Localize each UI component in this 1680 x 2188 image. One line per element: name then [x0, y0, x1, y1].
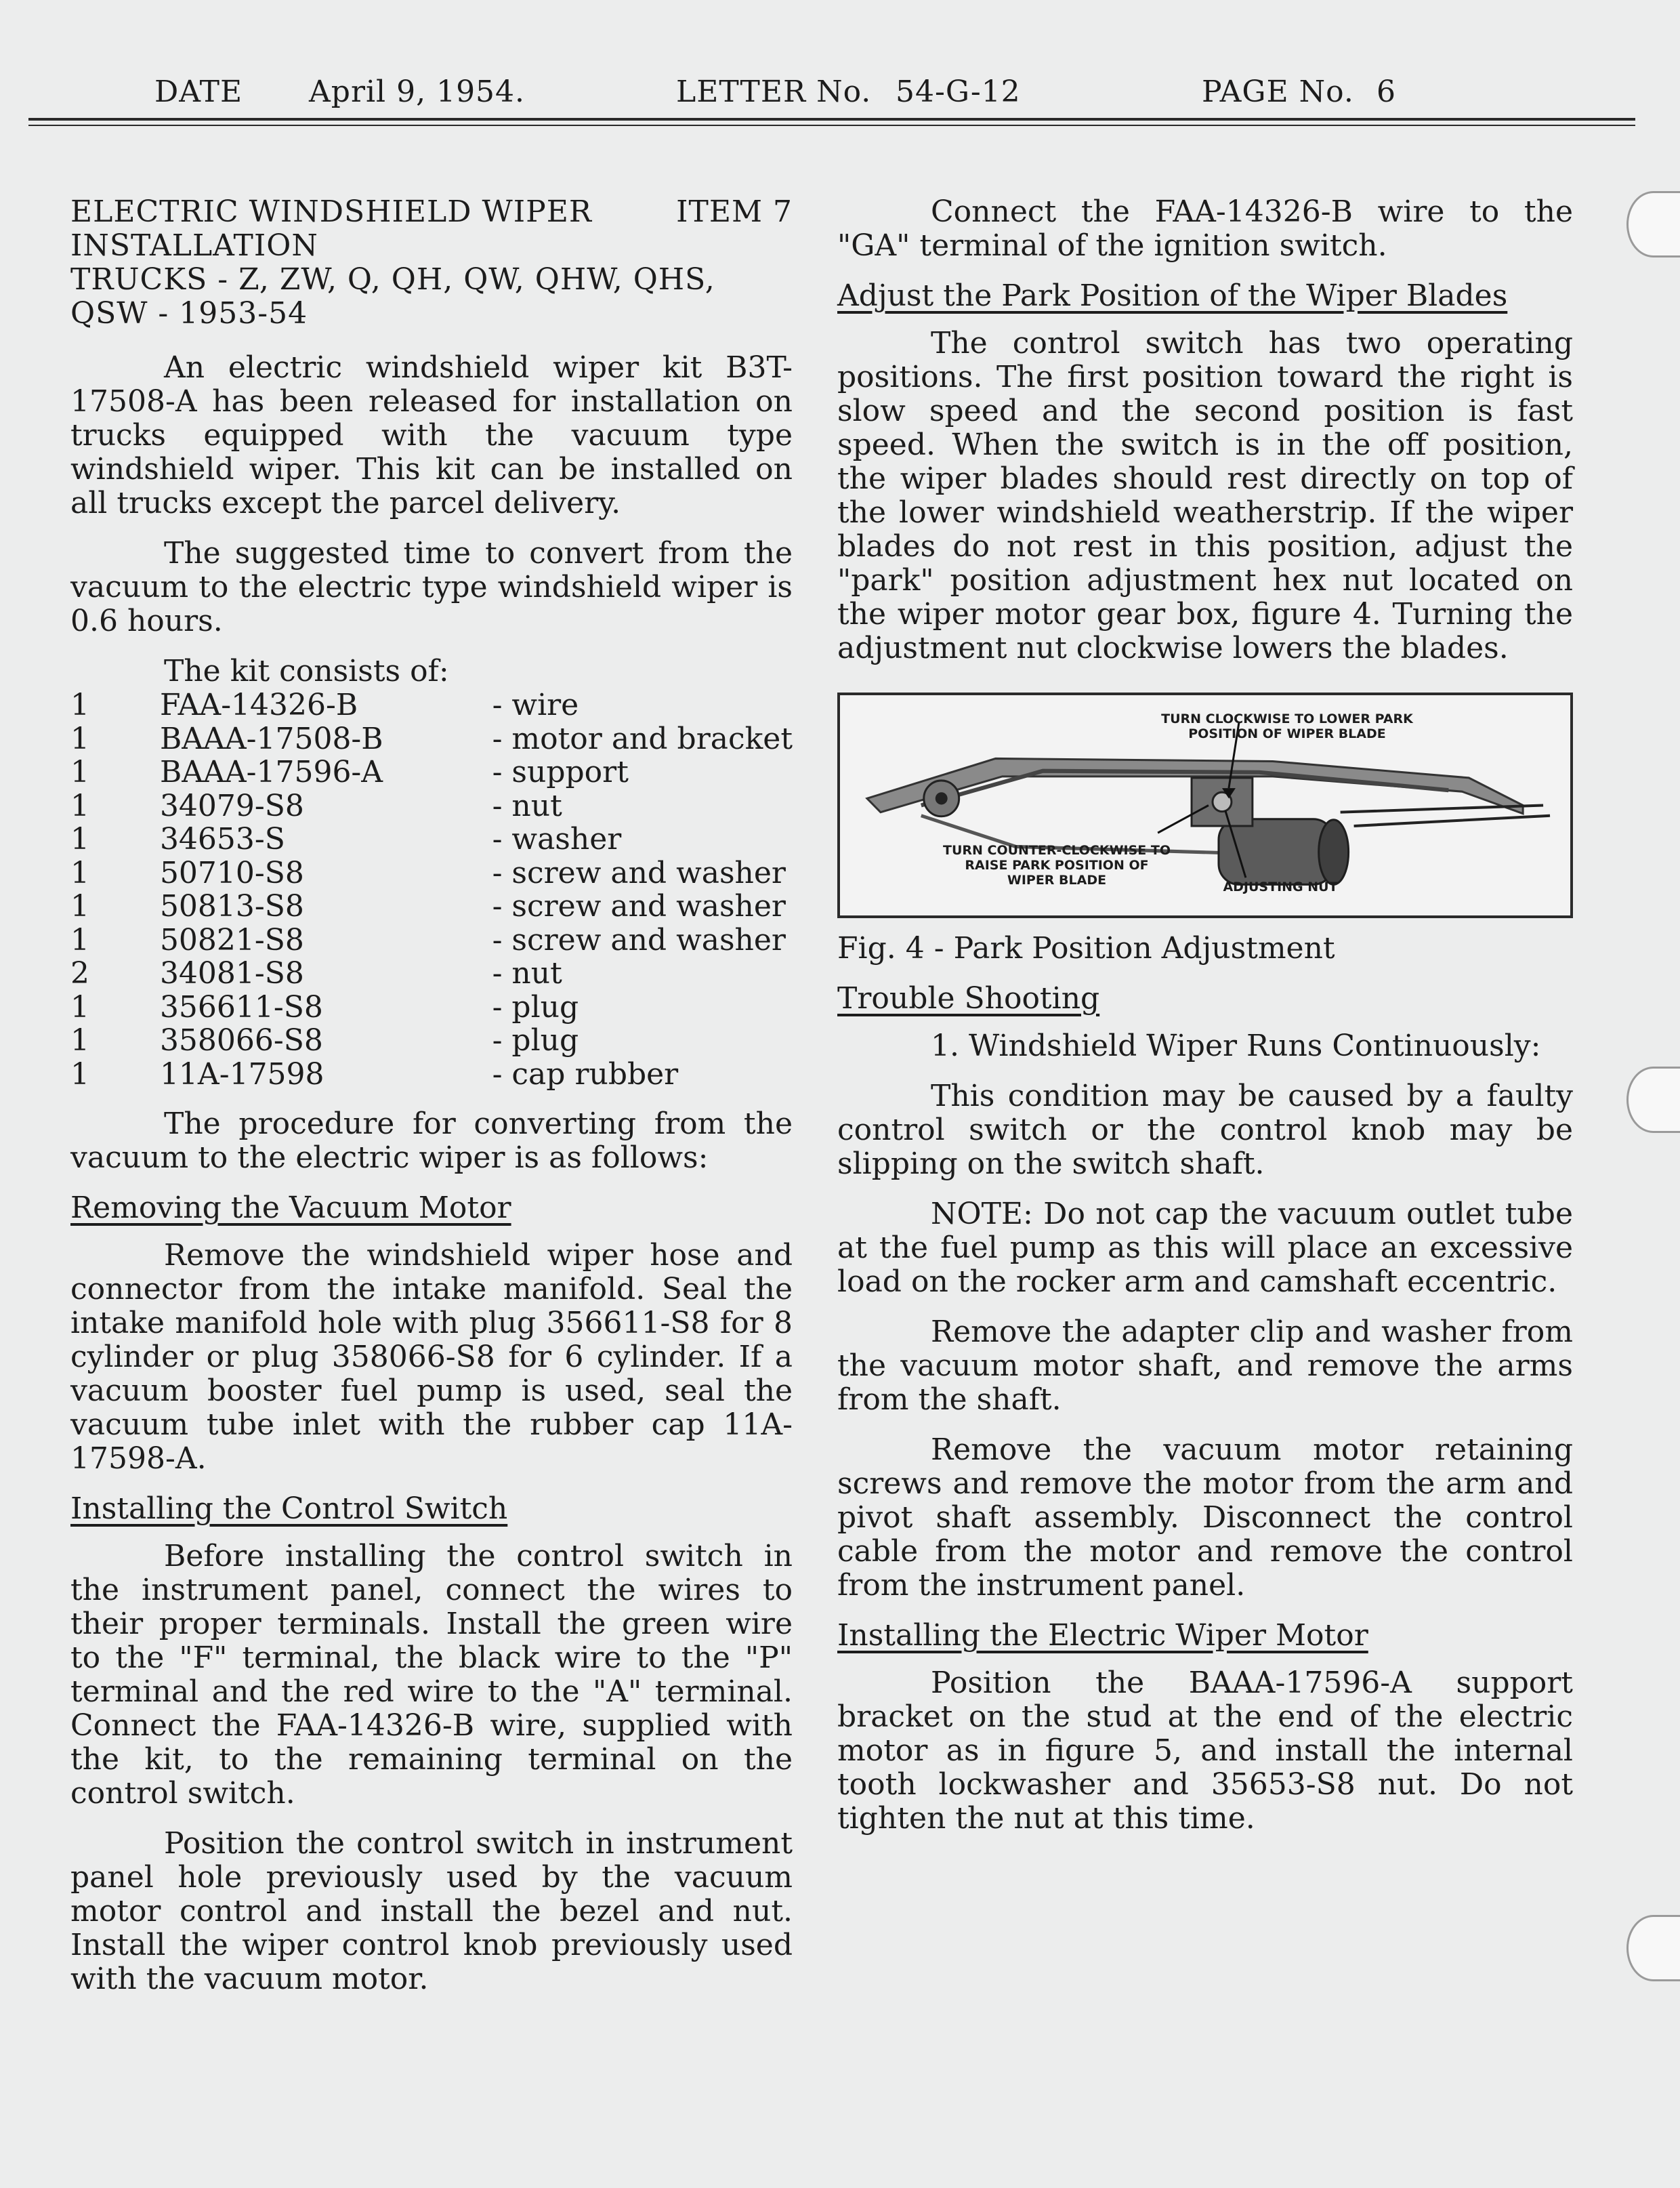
page-value: 6 [1377, 75, 1396, 109]
kit-description: - nut [492, 956, 562, 991]
kit-part-number: 34079-S8 [159, 788, 304, 823]
kit-description: - nut [492, 788, 562, 823]
kit-description: - screw and washer [492, 922, 786, 957]
kit-part-number: 50710-S8 [159, 855, 304, 890]
kit-qty: 1 [70, 688, 89, 722]
kit-row [70, 1024, 793, 1058]
kit-qty: 1 [70, 1023, 89, 1058]
kit-row [70, 1058, 793, 1092]
removing-paragraph: Remove the windshield wiper hose and connector from the intake manifold. Seal the intake manifold hole with plug 356611-S8 for 8 cylinder or plug 358066-S8 for 6 cylinder. If a vacuum booster fuel pump is used, seal the vacuum tube inlet with the rubber cap 11A-17598-A. [70, 1238, 793, 1476]
kit-parts-table [70, 688, 793, 1091]
kit-row [70, 991, 793, 1025]
kit-description: - motor and bracket [492, 721, 793, 756]
punch-hole-top [1626, 191, 1680, 257]
header-rule-bottom [28, 125, 1635, 126]
kit-part-number: 34653-S [159, 822, 285, 856]
kit-row [70, 789, 793, 823]
kit-qty: 1 [70, 755, 89, 789]
park-position-paragraph: The control switch has two operating positions. The first position toward the right is slow speed and the second position is fast speed. When the switch is in the off position, the wiper blades should rest directly on top of the lower windshield weatherstrip. If the wiper blades do not rest in this position, adjust the "park" position adjustment hex nut located on the wiper motor gear box, figure 4. Turning the adjustment nut clockwise lowers the blades. [837, 326, 1573, 665]
kit-description: - plug [492, 1023, 579, 1058]
kit-part-number: 356611-S8 [159, 989, 323, 1025]
date-value: April 9, 1954. [309, 75, 526, 109]
heading-installing-control-switch: Installing the Control Switch [70, 1491, 508, 1526]
figure-caption: Fig. 4 - Park Position Adjustment [837, 931, 1335, 966]
kit-intro: The kit consists of: [164, 654, 449, 688]
kit-row [70, 823, 793, 856]
ignition-paragraph: Connect the FAA-14326-B wire to the "GA" terminal of the ignition switch. [837, 194, 1573, 263]
kit-description: - washer [492, 822, 622, 856]
kit-description: - support [492, 755, 629, 789]
trouble-item-1: 1. Windshield Wiper Runs Continuously: [931, 1029, 1541, 1063]
punch-hole-bottom [1626, 1915, 1680, 1981]
title-line-2: INSTALLATION [70, 228, 318, 263]
letter-label: LETTER No. [676, 75, 872, 109]
faulty-switch-paragraph: This condition may be caused by a faulty control switch or the control knob may be slipping on the switch shaft. [837, 1079, 1573, 1181]
figure-label-adjusting-nut: ADJUSTING NUT [1223, 880, 1338, 894]
heading-adjust-park-position: Adjust the Park Position of the Wiper Blades [837, 278, 1508, 313]
procedure-intro: The procedure for converting from the vacuum to the electric wiper is as follows: [70, 1107, 793, 1175]
left-column [70, 195, 793, 2012]
kit-description: - screw and washer [492, 855, 786, 890]
kit-part-number: 34081-S8 [159, 956, 304, 991]
article-title [70, 195, 793, 331]
kit-row [70, 957, 793, 991]
kit-part-number: 358066-S8 [159, 1023, 323, 1058]
kit-qty: 1 [70, 788, 89, 823]
header-rule-top [28, 118, 1635, 121]
punch-hole-middle [1626, 1067, 1680, 1133]
kit-qty: 1 [70, 889, 89, 924]
title-line-4: QSW - 1953-54 [70, 296, 308, 331]
heading-installing-electric-motor: Installing the Electric Wiper Motor [837, 1618, 1368, 1653]
kit-row [70, 722, 793, 756]
kit-qty: 2 [70, 956, 89, 991]
title-line-3: TRUCKS - Z, ZW, Q, QH, QW, QHW, QHS, [70, 262, 715, 297]
kit-description: - screw and washer [492, 889, 786, 924]
title-line-1: ELECTRIC WINDSHIELD WIPER [70, 194, 592, 229]
kit-description: - cap rubber [492, 1056, 679, 1092]
kit-qty: 1 [70, 822, 89, 856]
kit-part-number: BAAA-17596-A [159, 755, 383, 789]
date-label: DATE [154, 75, 243, 109]
item-number: ITEM 7 [676, 194, 793, 229]
right-column [837, 195, 1573, 1852]
kit-qty: 1 [70, 922, 89, 957]
kit-part-number: 50813-S8 [159, 889, 304, 924]
kit-part-number: 50821-S8 [159, 922, 304, 957]
adapter-clip-paragraph: Remove the adapter clip and washer from the vacuum motor shaft, and remove the arms from the shaft. [837, 1315, 1573, 1417]
letter-value: 54-G-12 [896, 75, 1021, 109]
kit-part-number: 11A-17598 [159, 1056, 324, 1092]
kit-row [70, 924, 793, 957]
intro-paragraph: An electric windshield wiper kit B3T-17508-A has been released for installation on trucks equipped with the vacuum type windshield wiper. This kit can be installed on all trucks except the parcel delivery. [70, 350, 793, 520]
page-label: PAGE No. [1202, 75, 1354, 109]
kit-part-number: FAA-14326-B [159, 688, 358, 722]
kit-qty: 1 [70, 855, 89, 890]
kit-part-number: BAAA-17508-B [159, 721, 383, 756]
figure-park-position [837, 693, 1573, 918]
figure-label-clockwise: TURN CLOCKWISE TO LOWER PARK POSITION OF WIPER BLADE [1161, 711, 1413, 741]
time-paragraph: The suggested time to convert from the vacuum to the electric type windshield wiper is 0.6 hours. [70, 536, 793, 638]
kit-row [70, 856, 793, 890]
kit-description: - wire [492, 688, 579, 722]
kit-description: - plug [492, 989, 579, 1025]
remove-motor-paragraph: Remove the vacuum motor retaining screws and remove the motor from the arm and pivot shaft assembly. Disconnect the control cable from the motor and remove the control from the instrument panel. [837, 1432, 1573, 1603]
kit-qty: 1 [70, 1056, 89, 1092]
figure-label-counter-clockwise: TURN COUNTER-CLOCKWISE TO RAISE PARK POSITION OF WIPER BLADE [942, 843, 1171, 888]
support-bracket-paragraph: Position the BAAA-17596-A support bracket on the stud at the end of the electric motor as in figure 5, and install the internal tooth lockwasher and 35653-S8 nut. Do not tighten the nut at this time. [837, 1666, 1573, 1836]
kit-qty: 1 [70, 989, 89, 1025]
kit-row [70, 688, 793, 722]
kit-row [70, 890, 793, 924]
heading-trouble-shooting: Trouble Shooting [837, 981, 1100, 1016]
note-paragraph: NOTE: Do not cap the vacuum outlet tube at the fuel pump as this will place an excessive load on the rocker arm and camshaft eccentric. [837, 1197, 1573, 1299]
switch-position-paragraph: Position the control switch in instrument panel hole previously used by the vacuum motor control and install the bezel and nut. Install the wiper control knob previously used with the vacuum motor. [70, 1826, 793, 1996]
wiring-paragraph: Before installing the control switch in the instrument panel, connect the wires to their proper terminals. Install the green wire to the "F" terminal, the black wire to the "P" terminal and the red wire to the "A" terminal. Connect the FAA-14326-B wire, supplied with the kit, to the remaining terminal on the control switch. [70, 1539, 793, 1811]
kit-row [70, 756, 793, 789]
kit-qty: 1 [70, 721, 89, 756]
heading-removing-vacuum-motor: Removing the Vacuum Motor [70, 1191, 511, 1225]
